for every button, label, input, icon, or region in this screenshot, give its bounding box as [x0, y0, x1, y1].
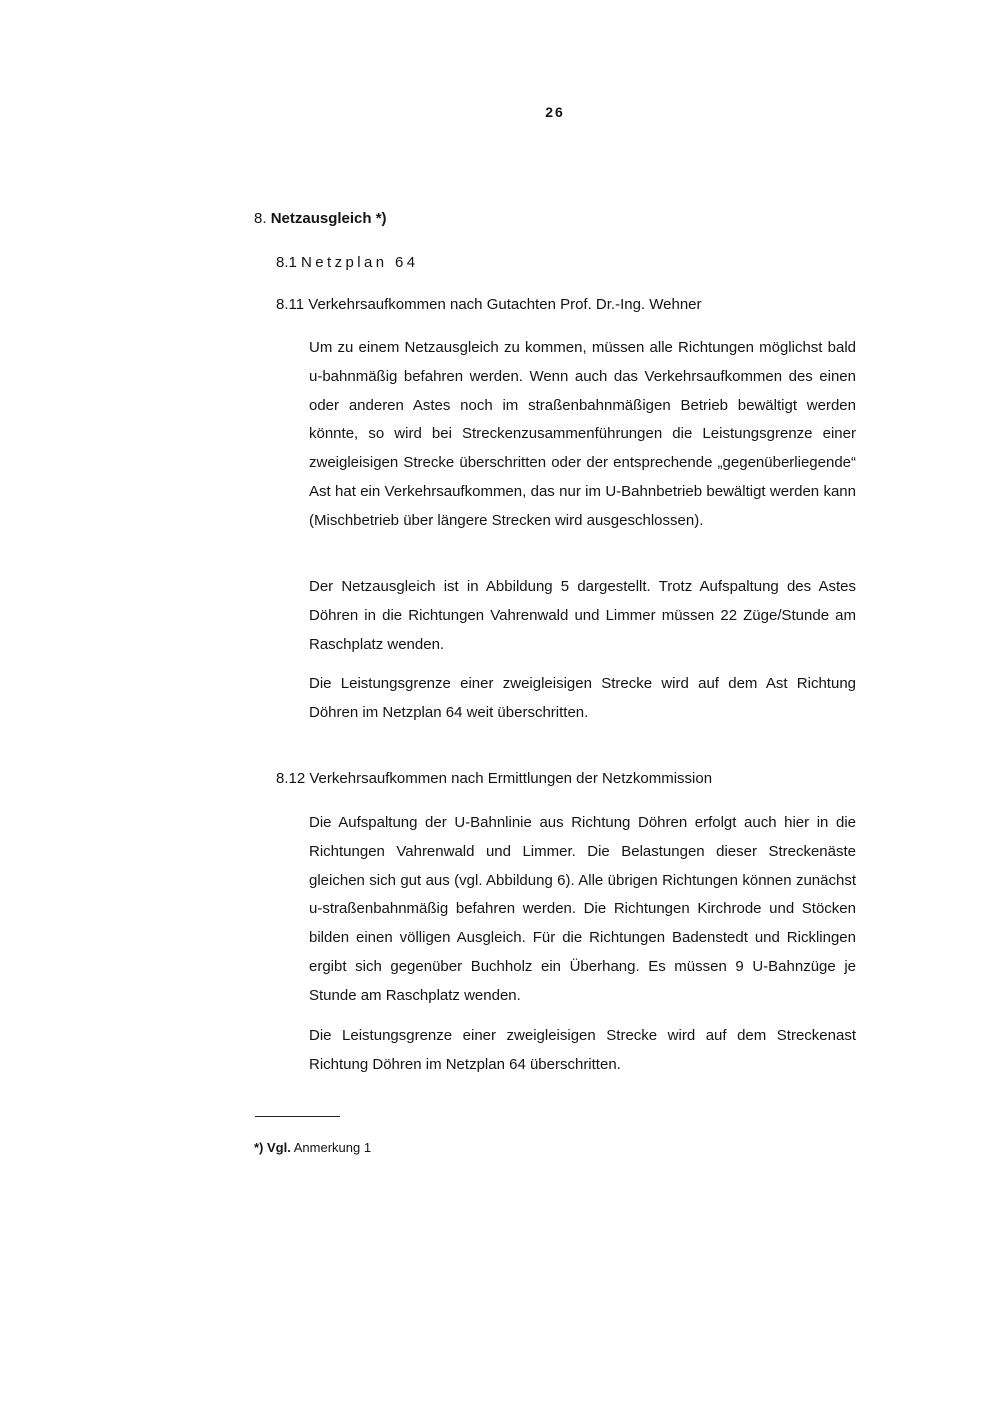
paragraph-8-12-1: Die Aufspaltung der U-Bahnlinie aus Richtung Döhren erfolgt auch hier in die Richtungen Vahrenwald und Limmer. Die Belastungen dieser Streckenäste gleichen sich gut aus (vgl. Abbildung 6). Alle übrigen Richtungen können zunächst u-straßenbahnmäßig befahren werden. Die Richtungen Kirchrode und Stöcken bilden einen völligen Ausgleich. Für die Richtungen Badenstedt und Ricklingen ergibt sich gegenüber Buchholz ein Überhang. Es müssen 9 U-Bahnzüge je Stunde am Raschplatz wenden. — [309, 814, 856, 1004]
subsection-8-11-number: 8.11 — [276, 296, 305, 313]
paragraph-8-11-2: Der Netzausgleich ist in Abbildung 5 dargestellt. Trotz Aufspaltung des Astes Döhren in die Richtungen Vahrenwald und Limmer müssen 22 Züge/Stunde am Raschplatz wenden. — [309, 578, 856, 653]
subsection-8-12-number: 8.12 — [276, 770, 306, 787]
subsection-8-1-title: Netzplan 64 — [301, 254, 419, 271]
paragraph-8-11-3: Die Leistungsgrenze einer zweigleisigen Strecke wird auf dem Ast Richtung Döhren im Netzplan 64 weit überschritten. — [309, 675, 856, 721]
paragraph-8-11-1: Um zu einem Netzausgleich zu kommen, müssen alle Richtungen möglichst bald u-bahnmäßig befahren werden. Wenn auch das Verkehrsaufkommen des einen oder anderen Astes noch im straßenbahnmäßigen Betrieb bewältigt werden könnte, so wird bei Streckenzusammenführungen die Leistungsgrenze einer zweigleisigen Strecke überschritten oder der entsprechende „gegenüberliegende“ Ast hat ein Verkehrsaufkommen, das nur im U-Bahnbetrieb bewältigt werden kann (Mischbetrieb über längere Strecken wird ausgeschlossen). — [309, 339, 856, 529]
section-number: 8. — [254, 210, 267, 227]
subsection-8-11-heading — [276, 296, 702, 313]
footnote — [254, 1140, 371, 1155]
footnote-mark: *) Vgl. — [254, 1140, 291, 1155]
subsection-8-1-number: 8.1 — [276, 254, 297, 271]
paragraph-8-12-2: Die Leistungsgrenze einer zweigleisigen Strecke wird auf dem Streckenast Richtung Döhren im Netzplan 64 überschritten. — [309, 1027, 856, 1073]
subsection-8-1-heading — [276, 254, 419, 271]
footnote-text: Anmerkung 1 — [293, 1140, 372, 1155]
footnote-divider — [255, 1116, 340, 1117]
subsection-8-12-heading — [276, 770, 712, 787]
section-title: Netzausgleich *) — [270, 210, 387, 227]
subsection-8-12-title: Verkehrsaufkommen nach Ermittlungen der Netzkommission — [309, 770, 713, 787]
subsection-8-11-title: Verkehrsaufkommen nach Gutachten Prof. Dr.-Ing. Wehner — [308, 296, 702, 313]
page-number: 26 — [545, 104, 565, 120]
section-heading — [254, 210, 387, 227]
